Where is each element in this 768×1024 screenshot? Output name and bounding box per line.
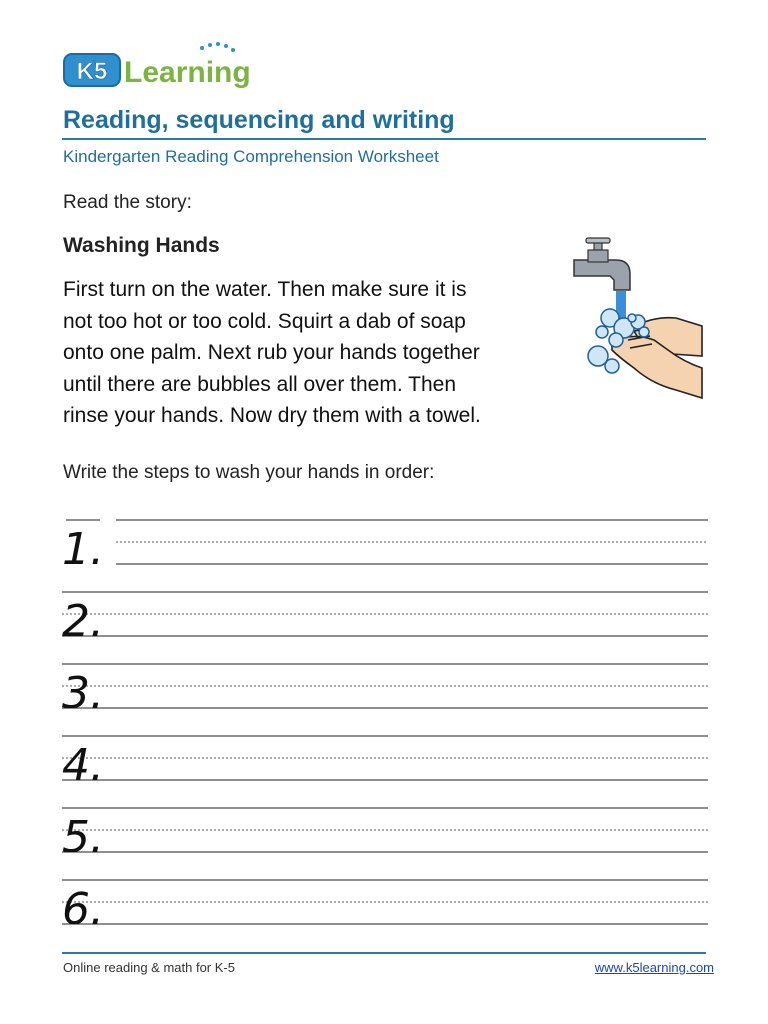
page-title: Reading, sequencing and writing [63,106,455,134]
writing-lines [56,500,716,940]
writing-row[interactable] [62,880,708,935]
faucet-icon [574,238,630,290]
story-line: onto one palm. Next rub your hands together [63,341,480,364]
footer-tagline: Online reading & math for K-5 [63,960,235,975]
step-number: 5. [62,812,104,863]
writing-row[interactable] [62,808,708,863]
story-title: Washing Hands [63,234,220,257]
story-text [63,274,568,432]
step-number: 1. [62,524,104,575]
writing-row[interactable] [62,592,708,647]
step-number: 6. [62,884,104,935]
footer-divider [62,952,706,954]
k5-learning-logo [62,40,262,92]
page-subtitle: Kindergarten Reading Comprehension Worksheet [63,147,439,166]
writing-row[interactable] [62,664,708,719]
story-line: First turn on the water. Then make sure it is [63,278,467,301]
hand-washing-icon [572,236,704,404]
read-instruction: Read the story: [63,192,192,213]
writing-row[interactable] [62,520,708,575]
footer-website-link[interactable]: www.k5learning.com [594,960,714,975]
step-number: 4. [62,740,104,791]
step-number: 3. [62,668,104,719]
story-line: not too hot or too cold. Squirt a dab of soap [63,309,466,333]
writing-row[interactable] [62,736,708,791]
logo-stars-icon [200,42,235,52]
title-divider [62,138,706,140]
write-instruction: Write the steps to wash your hands in order: [63,462,435,483]
logo-name-text: Learning [124,56,251,89]
story-line: rinse your hands. Now dry them with a towel. [63,404,481,427]
step-number: 2. [62,596,104,647]
story-line: until there are bubbles all over them. Then [63,372,457,396]
logo-badge-text: K5 [76,58,108,85]
